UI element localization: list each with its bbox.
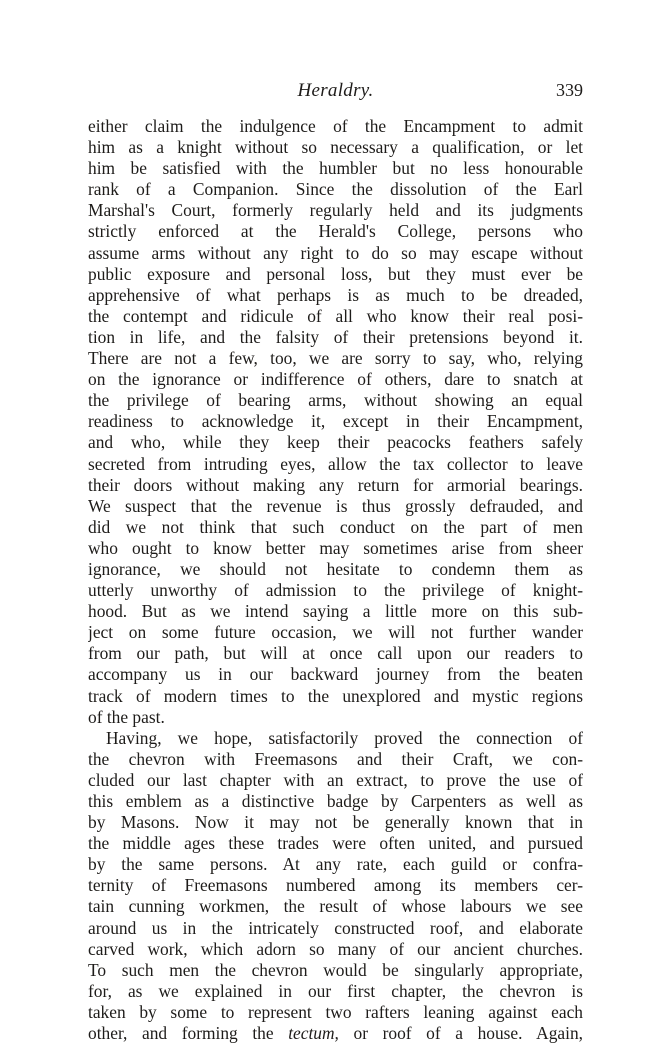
text-line: We suspect that the revenue is thus grossly defrauded, and <box>88 495 583 516</box>
text-line: hood. But as we intend saying a little more on this sub- <box>88 601 583 622</box>
text-line: strictly enforced at the Herald's College, persons who <box>88 221 583 242</box>
text-fragment: other, and forming the <box>88 1023 289 1044</box>
text-line: To such men the chevron would be singularly appropriate, <box>88 959 583 980</box>
text-line: secreted from intruding eyes, allow the tax collector to leave <box>88 453 583 474</box>
page-header <box>88 80 583 104</box>
text-line: him as a knight without so necessary a qualification, or let <box>88 137 583 158</box>
text-line: track of modern times to the unexplored and mystic regions <box>88 685 583 706</box>
page-body <box>88 116 583 1044</box>
text-line: ternity of Freemasons numbered among its members cer- <box>88 875 583 896</box>
text-line: the middle ages these trades were often united, and pursued <box>88 833 583 854</box>
text-line: by the same persons. At any rate, each guild or confra- <box>88 854 583 875</box>
text-line: ject on some future occasion, we will not further wander <box>88 622 583 643</box>
italic-term: tectum, <box>288 1023 339 1044</box>
text-line: their doors without making any return for armorial bearings. <box>88 474 583 495</box>
text-line: for, as we explained in our first chapter, the chevron is <box>88 980 583 1001</box>
text-line: who ought to know better may sometimes arise from sheer <box>88 537 583 558</box>
text-line: Having, we hope, satisfactorily proved the connection of <box>106 727 583 748</box>
text-line: apprehensive of what perhaps is as much to be dreaded, <box>88 284 583 305</box>
text-line: the privilege of bearing arms, without showing an equal <box>88 390 583 411</box>
text-line: the chevron with Freemasons and their Craft, we con- <box>88 748 583 769</box>
paragraph-2 <box>88 728 583 1044</box>
text-line: assume arms without any right to do so may escape without <box>88 242 583 263</box>
text-line: this emblem as a distinctive badge by Carpenters as well as <box>88 791 583 811</box>
text-line: accompany us in our backward journey from the beaten <box>88 664 583 685</box>
paragraph-1 <box>88 116 583 728</box>
text-line: cluded our last chapter with an extract, to prove the use of <box>88 769 583 790</box>
text-line: Marshal's Court, formerly regularly held and its judgments <box>88 200 583 221</box>
text-line: ignorance, we should not hesitate to condemn them as <box>88 558 583 579</box>
text-line: readiness to acknowledge it, except in their Encampment, <box>88 411 583 432</box>
text-line: of the past. <box>88 706 165 727</box>
text-line: taken by some to represent two rafters leaning against each <box>88 1001 583 1022</box>
text-line: on the ignorance or indifference of others, dare to snatch at <box>88 369 583 390</box>
running-title: Heraldry. <box>297 80 374 101</box>
text-line: public exposure and personal loss, but they must ever be <box>88 263 583 284</box>
text-line: around us in the intricately constructed roof, and elaborate <box>88 917 583 938</box>
text-line: There are not a few, too, we are sorry to say, who, relying <box>88 348 583 369</box>
text-line: and who, while they keep their peacocks feathers safely <box>88 432 583 453</box>
text-line: by Masons. Now it may not be generally known that in <box>88 812 583 833</box>
text-line: him be satisfied with the humbler but no less honourable <box>88 158 583 179</box>
text-fragment: or roof of a house. Again, <box>338 1023 583 1044</box>
text-line: the contempt and ridicule of all who know their real posi- <box>88 305 583 326</box>
text-line: either claim the indulgence of the Encampment to admit <box>88 116 583 136</box>
text-line: carved work, which adorn so many of our ancient churches. <box>88 938 583 959</box>
text-line: did we not think that such conduct on the part of men <box>88 516 583 537</box>
text-line: utterly unworthy of admission to the privilege of knight- <box>88 580 583 601</box>
text-line <box>88 1023 583 1044</box>
text-line: from our path, but will at once call upon our readers to <box>88 643 583 664</box>
text-line: rank of a Companion. Since the dissolution of the Earl <box>88 179 583 200</box>
page-number: 339 <box>556 80 583 100</box>
text-line: tion in life, and the falsity of their pretensions beyond it. <box>88 326 583 347</box>
text-line: tain cunning workmen, the result of whose labours we see <box>88 896 583 917</box>
